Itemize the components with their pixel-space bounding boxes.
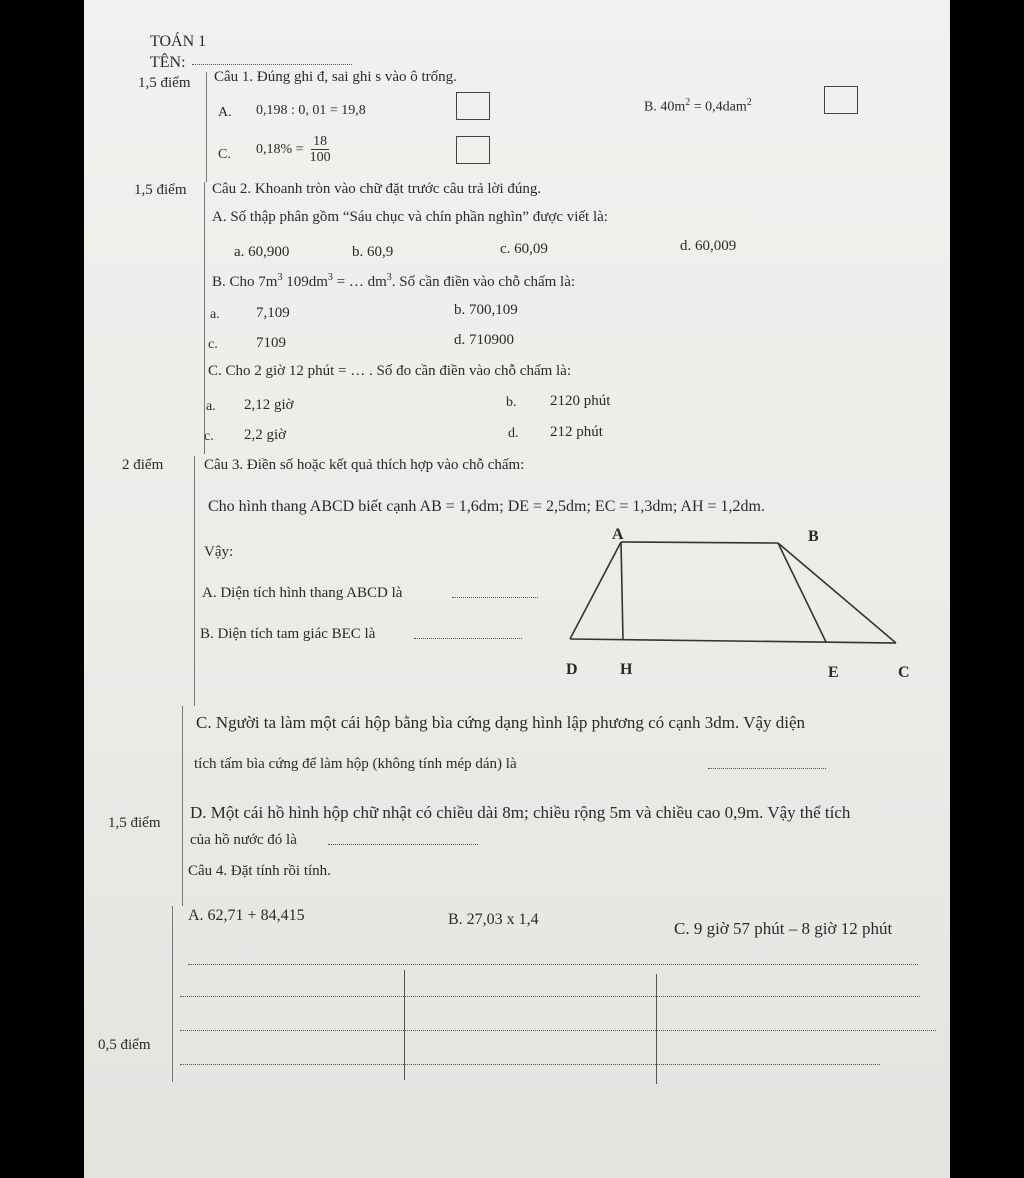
q2a-option-a[interactable]: a. 60,900 [234, 244, 290, 260]
q2c-option-d[interactable]: 212 phút [550, 424, 603, 440]
q3-c-blank[interactable] [708, 768, 826, 769]
edge-BC [778, 543, 896, 643]
vertex-A: A [612, 526, 624, 543]
margin-line [194, 456, 195, 706]
q3-d-line2: của hồ nước đó là [190, 832, 297, 848]
q4-c: C. 9 giờ 57 phút – 8 giờ 12 phút [674, 919, 893, 938]
work-divider [404, 970, 405, 1080]
score-q3: 2 điểm [122, 457, 164, 473]
q4-a: A. 62,71 + 84,415 [188, 907, 305, 924]
q2c-option-a[interactable]: 2,12 giờ [244, 397, 294, 413]
q2-title: Câu 2. Khoanh tròn vào chữ đặt trước câu trả lời đúng. [212, 181, 542, 197]
q2b-a-letter[interactable]: a. [210, 307, 220, 322]
subject-title: TOÁN 1 [150, 33, 207, 50]
q2c-b-letter[interactable]: b. [506, 395, 517, 410]
margin-line [204, 182, 205, 454]
vertex-E: E [828, 664, 839, 681]
q2b-option-a[interactable]: 7,109 [256, 305, 290, 321]
q3-vay: Vậy: [204, 544, 234, 560]
q1-b-expr: B. $40m^2 = 0,4dam^2$ [644, 97, 752, 115]
q3-c-line1: C. Người ta làm một cái hộp bằng bìa cứng dạng hình lập phương có cạnh 3dm. Vậy diện [196, 713, 806, 732]
q3-b-label: B. Diện tích tam giác BEC là [200, 626, 376, 642]
q4-b: B. 27,03 x 1,4 [448, 911, 539, 928]
q2a-option-d[interactable]: d. 60,009 [680, 238, 737, 254]
vertex-C: C [898, 664, 910, 681]
q2b-option-b[interactable]: b. 700,109 [454, 302, 518, 318]
q2c-prompt: C. Cho 2 giờ 12 phút = … . Số đo cần điền vào chỗ chấm là: [208, 363, 572, 379]
score-q1: 1,5 điểm [138, 75, 191, 91]
q2b-c-letter[interactable]: c. [208, 337, 218, 352]
q1-title: Câu 1. Đúng ghi đ, sai ghi s vào ô trống. [214, 69, 457, 85]
q2b-prompt: B. Cho $7m^3$ $109dm^3$ = … $dm^3$. Số cần điền vào chỗ chấm là: [212, 272, 576, 290]
q1-a-answer-box[interactable] [456, 92, 490, 120]
q1-c-answer-box[interactable] [456, 136, 490, 164]
name-blank [192, 64, 352, 65]
q3-a-blank[interactable] [452, 597, 538, 598]
work-line [180, 1064, 880, 1065]
q2a-prompt: A. Số thập phân gồm “Sáu chục và chín phần nghìn” được viết là: [212, 209, 608, 225]
q2c-d-letter[interactable]: d. [508, 426, 519, 441]
score-q3-cd: 1,5 điểm [108, 815, 161, 831]
height-AH [621, 542, 623, 640]
exam-paper [84, 0, 950, 1178]
q1-c-expr: 0,18% = $\frac{18}{100}$ [256, 134, 331, 166]
margin-line [206, 72, 207, 182]
work-line [180, 1030, 936, 1031]
vertex-D: D [566, 661, 578, 678]
q3-a-label: A. Diện tích hình thang ABCD là [202, 585, 403, 601]
work-line [188, 964, 918, 965]
q2c-a-letter[interactable]: a. [206, 399, 216, 414]
name-label: TÊN: [150, 54, 186, 71]
vertex-B: B [808, 528, 819, 545]
q1-c-letter: C. [218, 147, 231, 162]
q2b-option-c[interactable]: 7109 [256, 335, 286, 351]
edge-DA [570, 542, 621, 639]
q4-title: Câu 4. Đặt tính rồi tính. [188, 863, 331, 879]
q3-given: Cho hình thang ABCD biết cạnh AB = 1,6dm; DE = 2,5dm; EC = 1,3dm; AH = 1,2dm. [208, 498, 765, 515]
q2c-option-b[interactable]: 2120 phút [550, 393, 611, 409]
q3-title: Câu 3. Điền số hoặc kết quả thích hợp vào chỗ chấm: [204, 457, 525, 473]
q2a-option-b[interactable]: b. 60,9 [352, 244, 394, 260]
q1-a-expr: 0,198 : 0, 01 = 19,8 [256, 103, 366, 118]
margin-line [172, 906, 173, 1082]
q2c-c-letter[interactable]: c. [204, 429, 214, 444]
vertex-H: H [620, 661, 633, 678]
q2c-option-c[interactable]: 2,2 giờ [244, 427, 287, 443]
q3-d-blank[interactable] [328, 844, 478, 845]
q2a-option-c[interactable]: c. 60,09 [500, 241, 548, 257]
q2b-option-d[interactable]: d. 710900 [454, 332, 514, 348]
work-divider [656, 974, 657, 1084]
trapezoid-figure [554, 526, 924, 686]
work-line [180, 996, 920, 997]
edge-AB [621, 542, 778, 543]
score-q2: 1,5 điểm [134, 182, 187, 198]
q1-a-letter: A. [218, 105, 232, 120]
q3-b-blank[interactable] [414, 638, 522, 639]
q3-d-line1: D. Một cái hồ hình hộp chữ nhật có chiều dài 8m; chiều rộng 5m và chiều cao 0,9m. Vậy thể tích [190, 803, 851, 822]
margin-line [182, 706, 183, 906]
segment-BE [778, 543, 826, 642]
q3-c-line2: tích tấm bìa cứng để làm hộp (không tính mép dán) là [194, 756, 517, 772]
score-q4: 0,5 điểm [98, 1037, 151, 1053]
edge-DC [570, 639, 896, 643]
q1-b-answer-box[interactable] [824, 86, 858, 114]
